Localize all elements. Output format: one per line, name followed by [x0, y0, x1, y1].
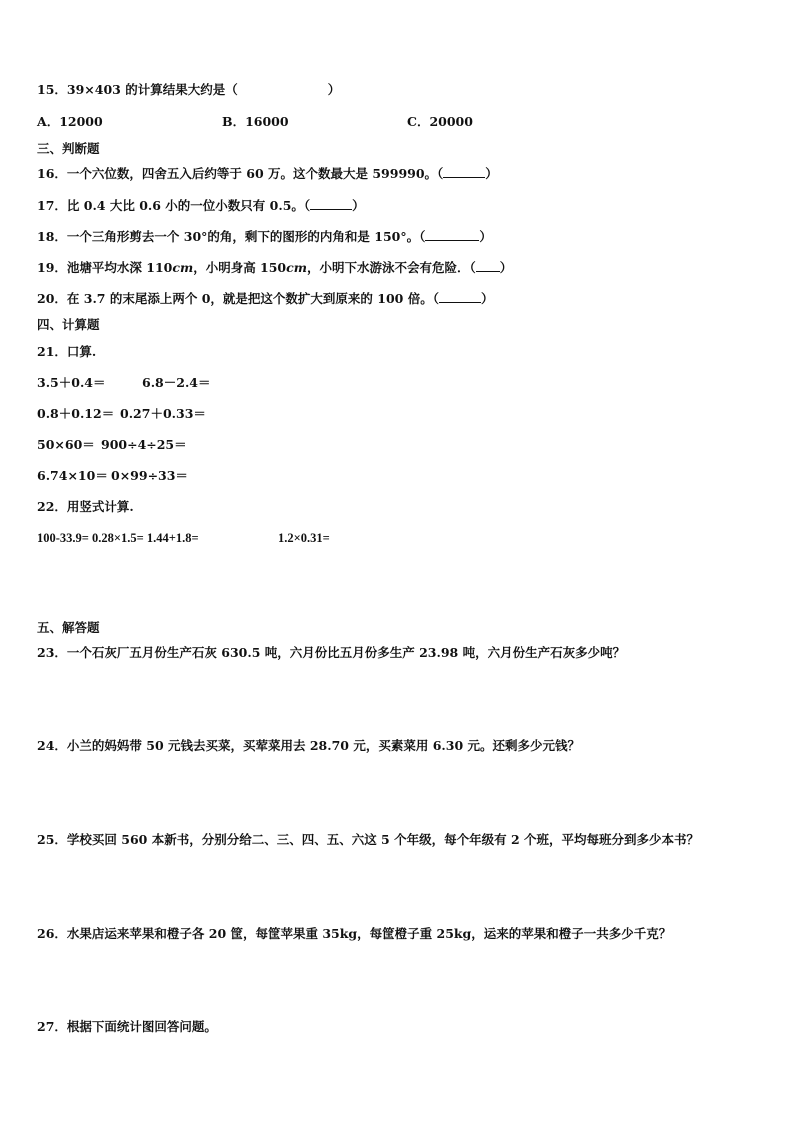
q21-item-1b: 6.8－2.4＝	[142, 375, 211, 390]
question-20	[37, 291, 493, 307]
q21-item-3a: 50×60＝	[37, 437, 95, 452]
question-19	[37, 260, 512, 276]
section-3-heading: 三、判断题	[37, 141, 100, 156]
q22-last: 1.2×0.31=	[278, 531, 330, 545]
q17-close: ）	[352, 198, 365, 213]
q19-answer-blank[interactable]	[476, 260, 500, 272]
q15-stem: 15．39×403 的计算结果大约是（	[37, 82, 238, 97]
q19-close: ）	[499, 260, 513, 275]
q21-item-1a: 3.5＋0.4＝	[37, 375, 106, 390]
q17-text: 17．比 0.4 大比 0.6 小的一位小数只有 0.5。（	[37, 198, 311, 213]
q21-item-4b: 0×99÷33＝	[111, 468, 188, 483]
q19-unit-1: cm	[172, 260, 194, 275]
question-15	[37, 82, 340, 98]
q19-unit-2: cm	[286, 260, 307, 275]
section-4-heading: 四、计算题	[37, 317, 100, 332]
q16-text: 16．一个六位数，四舍五入后约等于 60 万。这个数最大是 599990。（	[37, 166, 444, 181]
q20-text: 20．在 3.7 的末尾添上两个 0，就是把这个数扩大到原来的 100 倍。（	[37, 291, 439, 306]
q15-option-c: C．20000	[407, 114, 473, 129]
question-18	[37, 229, 492, 245]
q18-close: ）	[479, 229, 492, 244]
question-26: 26．水果店运来苹果和橙子各 20 筐，每筐苹果重 35kg，每筐橙子重 25kg，运来的苹果和橙子一共多少千克？	[37, 926, 672, 941]
q15-option-b: B．16000	[222, 114, 289, 129]
q22-row: 100-33.9= 0.28×1.5= 1.44+1.8=	[37, 531, 199, 545]
q21-title: 21．口算.	[37, 344, 97, 359]
q16-close: ）	[485, 166, 498, 181]
question-16	[37, 166, 498, 182]
q16-answer-blank[interactable]	[443, 166, 485, 178]
question-27: 27．根据下面统计图回答问题。	[37, 1019, 217, 1034]
q22-title: 22．用竖式计算.	[37, 499, 134, 514]
q18-text: 18．一个三角形剪去一个 30°的角，剩下的图形的内角和是 150°。（	[37, 229, 426, 244]
section-5-heading: 五、解答题	[37, 620, 100, 635]
question-24: 24．小兰的妈妈带 50 元钱去买菜，买荤菜用去 28.70 元，买素菜用 6.30 元。还剩多少元钱？	[37, 738, 580, 753]
q19-part-2: ，小明身高 150	[193, 260, 287, 275]
q20-close: ）	[480, 291, 494, 306]
q15-close: ）	[327, 82, 341, 97]
q21-item-2a: 0.8＋0.12＝	[37, 406, 115, 421]
q19-part-1: 19．池塘平均水深 110	[37, 260, 173, 275]
q19-part-3: ，小明下水游泳不会有危险．（	[306, 260, 476, 275]
q20-answer-blank[interactable]	[439, 291, 481, 303]
q21-item-3b: 900÷4÷25＝	[101, 437, 187, 452]
q18-answer-blank[interactable]	[425, 229, 479, 241]
q17-answer-blank[interactable]	[310, 198, 352, 210]
question-23: 23．一个石灰厂五月份生产石灰 630.5 吨，六月份比五月份多生产 23.98 吨，六月份生产石灰多少吨？	[37, 645, 626, 660]
q21-item-2b: 0.27＋0.33＝	[120, 406, 206, 421]
q21-item-4a: 6.74×10＝	[37, 468, 108, 483]
q15-option-a: A．12000	[37, 114, 103, 129]
question-17	[37, 198, 365, 214]
question-25: 25．学校买回 560 本新书，分别分给二、三、四、五、六这 5 个年级，每个年级有 2 个班，平均每班分到多少本书？	[37, 832, 699, 847]
